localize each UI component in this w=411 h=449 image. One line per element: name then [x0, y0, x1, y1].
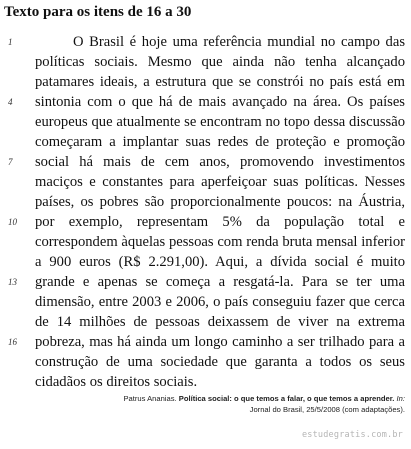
passage-line	[0, 312, 411, 332]
line-text: pobreza, mas há ainda um longo caminho a ser trilhado para a	[35, 334, 405, 350]
passage-line	[0, 252, 411, 272]
source-title: Política social: o que temos a falar, o que temos a aprender.	[178, 394, 395, 403]
line-text: social há mais de cem anos, promovendo investimentos	[35, 154, 405, 170]
source-author: Patrus Ananias.	[123, 394, 177, 403]
line-text: de 14 milhões de pessoas deixassem de viver na extrema	[35, 314, 405, 330]
source-citation	[120, 393, 405, 415]
line-text: países, os pobres são proporcionalmente poucos: na Áustria,	[35, 194, 405, 210]
line-text: maciços e constantes para aperfeiçoar suas políticas. Nesses	[35, 174, 405, 190]
passage-line	[0, 72, 411, 92]
line-text: grande e apenas se começa a resgatá-la. Para se ter uma	[35, 274, 405, 290]
passage-line	[0, 92, 411, 112]
passage-line	[0, 272, 411, 292]
line-text: correspondem àquelas pessoas com renda bruta mensal inferior	[35, 234, 405, 250]
passage-line	[0, 212, 411, 232]
line-text: cidadãos os direitos sociais.	[35, 374, 198, 390]
passage-line	[0, 32, 411, 52]
passage-line	[0, 352, 411, 372]
line-text: por exemplo, representam 5% da população total e	[35, 214, 405, 230]
passage-line	[0, 112, 411, 132]
line-text: políticas sociais. Mesmo que ainda não tenha alcançado	[35, 54, 405, 70]
passage-line	[0, 172, 411, 192]
line-text: dimensão, entre 2003 e 2006, o país conseguiu fazer que cerca	[35, 294, 405, 310]
passage-heading: Texto para os itens de 16 a 30	[4, 4, 192, 20]
passage-line	[0, 52, 411, 72]
source-publication: Jornal do Brasil, 25/5/2008 (com adaptações).	[249, 405, 405, 414]
passage-line	[0, 332, 411, 352]
passage-line	[0, 372, 411, 392]
line-number: 10	[8, 217, 17, 227]
line-text: construção de uma sociedade que garanta a todos os seus	[35, 354, 405, 370]
passage-line	[0, 132, 411, 152]
line-text: começaram a implantar suas redes de proteção e promoção	[35, 134, 405, 150]
passage-line	[0, 192, 411, 212]
source-in-label: In:	[396, 394, 405, 403]
line-number: 1	[8, 37, 13, 47]
line-text: a 900 euros (R$ 2.291,00). Aqui, a dívida social é muito	[35, 254, 405, 270]
line-number: 7	[8, 157, 13, 167]
passage-line	[0, 232, 411, 252]
passage-line	[0, 292, 411, 312]
line-text: patamares ideais, a estrutura que se constrói no país está em	[35, 74, 405, 90]
line-text: sintonia com o que há de mais avançado na área. Os países	[35, 94, 405, 110]
line-number: 4	[8, 97, 13, 107]
line-text: O Brasil é hoje uma referência mundial no campo das	[73, 34, 405, 50]
line-text: europeus que atualmente se encontram no topo dessa discussão	[35, 114, 405, 130]
watermark: estudegratis.com.br	[301, 430, 403, 440]
line-number: 13	[8, 277, 17, 287]
line-number: 16	[8, 337, 17, 347]
passage-line	[0, 152, 411, 172]
